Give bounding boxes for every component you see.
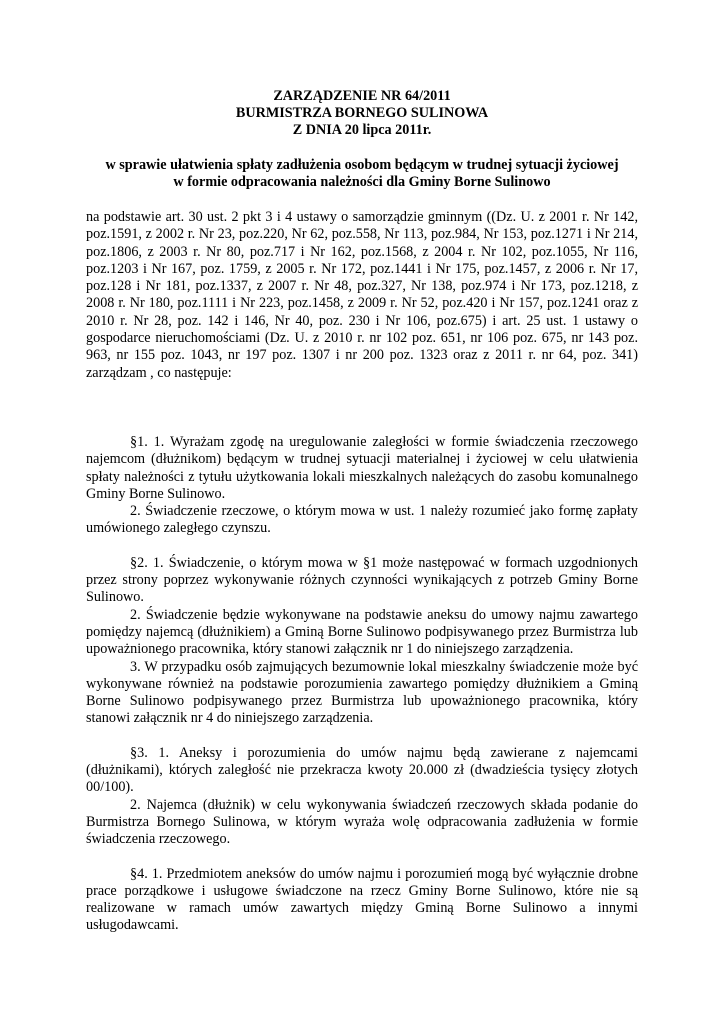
section-3 (86, 745, 638, 849)
issuer: BURMISTRZA BORNEGO SULINOWA (235, 105, 489, 121)
section-4 (86, 866, 638, 935)
section-2 (86, 555, 638, 728)
subject-line-1: w sprawie ułatwienia spłaty zadłużenia osobom będącym w trudnej sytuacji życiowej (105, 157, 619, 173)
section-4-paragraph-1: §4. 1. Przedmiotem aneksów do umów najmu i porozumień mogą być wyłącznie drobne prace porządkowe i usługowe świadczone na rzecz Gminy Borne Sulinowo, które nie są realizowane w ramach umów zawartych między Gminą Borne Sulinowo a innymi usługodawcami. (86, 865, 638, 934)
section-3-paragraph-2: 2. Najemca (dłużnik) w celu wykonywania świadczeń rzeczowych składa podanie do Burmistrza Bornego Sulinowa, w którym wyraża wolę odpracowania zadłużenia w formie świadczenia rzeczowego. (86, 796, 638, 848)
legal-basis: na podstawie art. 30 ust. 2 pkt 3 i 4 ustawy o samorządzie gminnym ((Dz. U. z 2001 r. Nr 142, poz.1591, z 2002 r. Nr 23, poz.220, Nr 62, poz.558, Nr 113, poz.984, Nr 153, poz.1271 i Nr 214, poz.1806, z 2003 r. Nr 80, poz.717 i Nr 162, poz.1568, z 2004 r. Nr 102, poz.1055, Nr 116, poz.1203 i Nr 167, poz. 1759, z 2005 r. Nr 172, poz.1441 i Nr 175, poz.1457, z 2006 r. Nr 17, poz.128 i Nr 181, poz.1337, z 2007 r. Nr 48, poz.327, Nr 138, poz.974 i Nr 173, poz.1218, z 2008 r. Nr 180, poz.1111 i Nr 223, poz.1458, z 2009 r. Nr 52, poz.420 i Nr 157, poz.1241 oraz z 2010 r. Nr 28, poz. 142 i 146, Nr 40, poz. 230 i Nr 106, poz.675) i art. 25 ust. 1 ustawy o gospodarce nieruchomościami (Dz. U. z 2010 r. nr 102 poz. 651, nr 106 poz. 675, nr 143 poz. 963, nr 155 poz. 1043, nr 197 poz. 1307 i nr 200 poz. 1323 oraz z 2011 r. nr 64, poz. 341) zarządzam , co następuje: (86, 209, 638, 381)
section-1-paragraph-1: §1. 1. Wyrażam zgodę na uregulowanie zaległości w formie świadczenia rzeczowego najemcom (dłużnikom) będącym w trudnej sytuacji materialnej i życiowej w celu ułatwienia spłaty należności z tytułu użytkowania lokali mieszkalnych należących do zasobu komunalnego Gminy Borne Sulinowo. (86, 433, 638, 502)
section-2-paragraph-2: 2. Świadczenie będzie wykonywane na podstawie aneksu do umowy najmu zawartego pomiędzy najemcą (dłużnikiem) a Gminą Borne Sulinowo podpisywanego przez Burmistrza lub upoważnionego pracownika, który stanowi załącznik nr 1 do niniejszego zarządzenia. (86, 606, 638, 658)
section-1 (86, 434, 638, 538)
section-2-paragraph-3: 3. W przypadku osób zajmujących bezumownie lokal mieszkalny świadczenie może być wykonywane również na podstawie porozumienia zawartego pomiędzy dłużnikiem a Gminą Borne Sulinowo podpisywanego przez Burmistrza lub upoważnionego pracownika, który stanowi załącznik nr 4 do niniejszego zarządzenia. (86, 658, 638, 727)
ordinance-date: Z DNIA 20 lipca 2011r. (292, 122, 432, 138)
section-1-paragraph-2: 2. Świadczenie rzeczowe, o którym mowa w ust. 1 należy rozumieć jako formę zapłaty umówionego zaległego czynszu. (86, 503, 638, 537)
subject-line-2: w formie odpracowania należności dla Gminy Borne Sulinowo (173, 174, 551, 190)
section-3-paragraph-1: §3. 1. Aneksy i porozumienia do umów najmu będą zawierane z najemcami (dłużnikami), których zaległość nie przekracza kwoty 20.000 zł (dwadzieścia tysięcy złotych 00/100). (86, 744, 638, 796)
ordinance-number: ZARZĄDZENIE NR 64/2011 (273, 88, 451, 104)
section-2-paragraph-1: §2. 1. Świadczenie, o którym mowa w §1 może następować w formach uzgodnionych przez strony poprzez wykonywanie różnych czynności wynikających z potrzeb Gminy Borne Sulinowo. (86, 554, 638, 606)
